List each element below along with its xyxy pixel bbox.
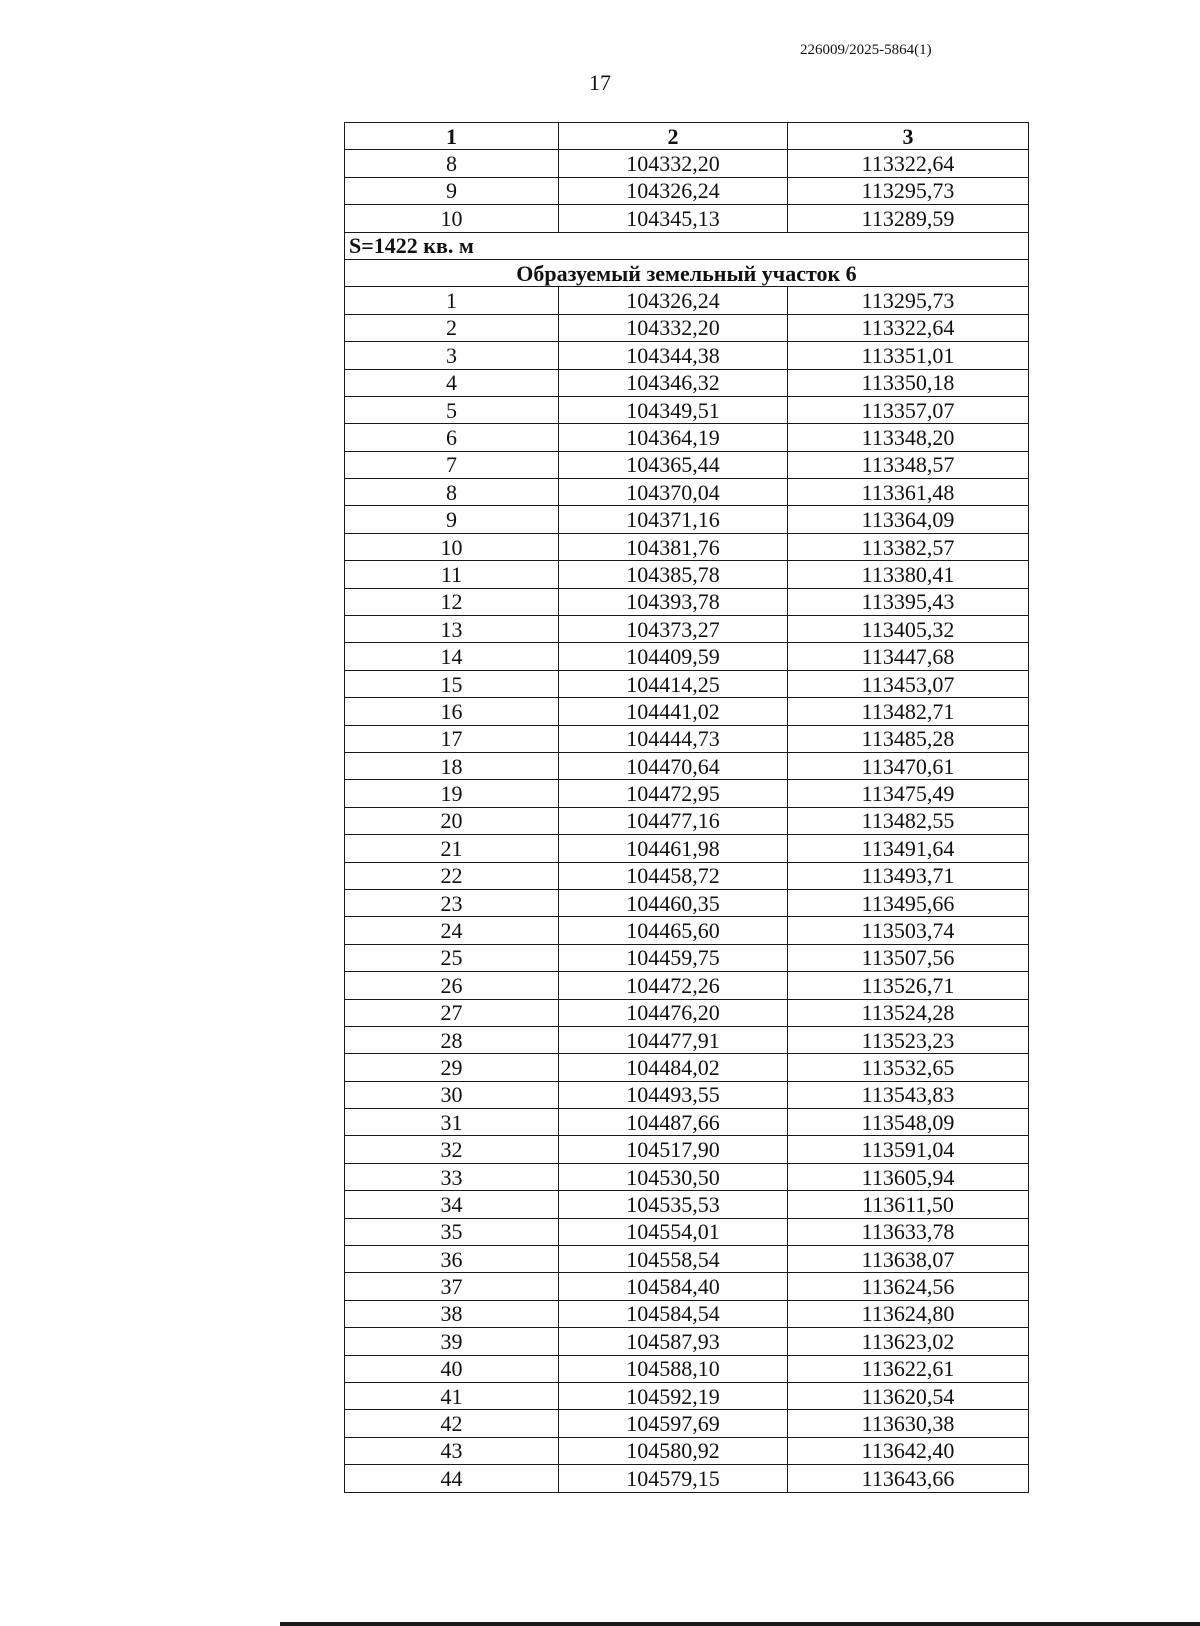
x-coordinate-cell: 104460,35 [559,889,788,916]
y-coordinate-cell: 113532,65 [788,1054,1029,1081]
x-coordinate-cell: 104409,59 [559,643,788,670]
point-number-cell: 12 [345,588,559,615]
table-row [345,1218,1029,1245]
x-coordinate-cell: 104326,24 [559,177,788,204]
table-row [345,451,1029,478]
x-coordinate-cell: 104346,32 [559,369,788,396]
continued-rows [345,150,1029,232]
table-row [345,917,1029,944]
coordinates-table [344,122,1029,1493]
x-coordinate-cell: 104535,53 [559,1191,788,1218]
plot-6-rows [345,287,1029,1492]
y-coordinate-cell: 113638,07 [788,1246,1029,1273]
x-coordinate-cell: 104558,54 [559,1246,788,1273]
x-coordinate-cell: 104530,50 [559,1163,788,1190]
table-row [345,616,1029,643]
area-row [345,232,1029,259]
x-coordinate-cell: 104393,78 [559,588,788,615]
y-coordinate-cell: 113493,71 [788,862,1029,889]
table-row [345,506,1029,533]
x-coordinate-cell: 104414,25 [559,670,788,697]
table-row [345,369,1029,396]
table-row [345,424,1029,451]
table-row [345,780,1029,807]
table-row [345,396,1029,423]
page-number: 17 [589,70,611,95]
y-coordinate-cell: 113405,32 [788,616,1029,643]
point-number-cell: 23 [345,889,559,916]
table-row [345,889,1029,916]
x-coordinate-cell: 104458,72 [559,862,788,889]
x-coordinate-cell: 104364,19 [559,424,788,451]
table-row [345,1191,1029,1218]
table-row [345,1054,1029,1081]
x-coordinate-cell: 104459,75 [559,944,788,971]
table-row [345,561,1029,588]
table-row [345,972,1029,999]
y-coordinate-cell: 113447,68 [788,643,1029,670]
point-number-cell: 8 [345,150,559,177]
point-number-cell: 24 [345,917,559,944]
point-number-cell: 18 [345,752,559,779]
table-row [345,725,1029,752]
y-coordinate-cell: 113350,18 [788,369,1029,396]
table-row [345,1328,1029,1355]
y-coordinate-cell: 113380,41 [788,561,1029,588]
x-coordinate-cell: 104554,01 [559,1218,788,1245]
point-number-cell: 37 [345,1273,559,1300]
y-coordinate-cell: 113395,43 [788,588,1029,615]
x-coordinate-cell: 104370,04 [559,479,788,506]
x-coordinate-cell: 104579,15 [559,1465,788,1492]
table-row [345,698,1029,725]
point-number-cell: 35 [345,1218,559,1245]
point-number-cell: 38 [345,1300,559,1327]
y-coordinate-cell: 113322,64 [788,150,1029,177]
y-coordinate-cell: 113503,74 [788,917,1029,944]
x-coordinate-cell: 104472,95 [559,780,788,807]
table-row [345,1437,1029,1464]
y-coordinate-cell: 113470,61 [788,752,1029,779]
x-coordinate-cell: 104326,24 [559,287,788,314]
table-row [345,1136,1029,1163]
y-coordinate-cell: 113642,40 [788,1437,1029,1464]
y-coordinate-cell: 113482,55 [788,807,1029,834]
area-group [345,232,1029,287]
x-coordinate-cell: 104584,40 [559,1273,788,1300]
point-number-cell: 10 [345,533,559,560]
x-coordinate-cell: 104580,92 [559,1437,788,1464]
y-coordinate-cell: 113289,59 [788,205,1029,232]
y-coordinate-cell: 113348,57 [788,451,1029,478]
point-number-cell: 34 [345,1191,559,1218]
y-coordinate-cell: 113348,20 [788,424,1029,451]
y-coordinate-cell: 113357,07 [788,396,1029,423]
x-coordinate-cell: 104484,02 [559,1054,788,1081]
x-coordinate-cell: 104584,54 [559,1300,788,1327]
point-number-cell: 17 [345,725,559,752]
point-number-cell: 44 [345,1465,559,1492]
x-coordinate-cell: 104373,27 [559,616,788,643]
column-header-y: 3 [788,123,1029,150]
point-number-cell: 6 [345,424,559,451]
y-coordinate-cell: 113543,83 [788,1081,1029,1108]
point-number-cell: 32 [345,1136,559,1163]
x-coordinate-cell: 104381,76 [559,533,788,560]
point-number-cell: 36 [345,1246,559,1273]
column-header-point-number: 1 [345,123,559,150]
point-number-cell: 3 [345,342,559,369]
y-coordinate-cell: 113526,71 [788,972,1029,999]
table-row [345,1300,1029,1327]
point-number-cell: 13 [345,616,559,643]
x-coordinate-cell: 104587,93 [559,1328,788,1355]
x-coordinate-cell: 104332,20 [559,314,788,341]
table-row [345,944,1029,971]
point-number-cell: 27 [345,999,559,1026]
point-number-cell: 5 [345,396,559,423]
point-number-cell: 8 [345,479,559,506]
x-coordinate-cell: 104345,13 [559,205,788,232]
x-coordinate-cell: 104444,73 [559,725,788,752]
x-coordinate-cell: 104477,91 [559,1026,788,1053]
y-coordinate-cell: 113611,50 [788,1191,1029,1218]
table-row [345,1026,1029,1053]
y-coordinate-cell: 113491,64 [788,835,1029,862]
y-coordinate-cell: 113495,66 [788,889,1029,916]
x-coordinate-cell: 104332,20 [559,150,788,177]
y-coordinate-cell: 113361,48 [788,479,1029,506]
table-row [345,1273,1029,1300]
y-coordinate-cell: 113622,61 [788,1355,1029,1382]
y-coordinate-cell: 113624,56 [788,1273,1029,1300]
y-coordinate-cell: 113351,01 [788,342,1029,369]
section-title: Образуемый земельный участок 6 [345,259,1029,286]
x-coordinate-cell: 104344,38 [559,342,788,369]
y-coordinate-cell: 113475,49 [788,780,1029,807]
y-coordinate-cell: 113523,23 [788,1026,1029,1053]
y-coordinate-cell: 113623,02 [788,1328,1029,1355]
y-coordinate-cell: 113482,71 [788,698,1029,725]
table-row [345,287,1029,314]
table-row [345,1465,1029,1492]
point-number-cell: 2 [345,314,559,341]
x-coordinate-cell: 104487,66 [559,1109,788,1136]
table-row [345,862,1029,889]
document-id: 226009/2025-5864(1) [800,42,932,58]
table-header-row [345,123,1029,150]
point-number-cell: 9 [345,177,559,204]
table-row [345,1246,1029,1273]
table-row [345,807,1029,834]
y-coordinate-cell: 113295,73 [788,287,1029,314]
point-number-cell: 28 [345,1026,559,1053]
y-coordinate-cell: 113507,56 [788,944,1029,971]
point-number-cell: 29 [345,1054,559,1081]
point-number-cell: 19 [345,780,559,807]
y-coordinate-cell: 113643,66 [788,1465,1029,1492]
point-number-cell: 43 [345,1437,559,1464]
table-row [345,479,1029,506]
point-number-cell: 31 [345,1109,559,1136]
x-coordinate-cell: 104493,55 [559,1081,788,1108]
y-coordinate-cell: 113591,04 [788,1136,1029,1163]
y-coordinate-cell: 113322,64 [788,314,1029,341]
x-coordinate-cell: 104588,10 [559,1355,788,1382]
table-row [345,1081,1029,1108]
table-row [345,1109,1029,1136]
table-row [345,588,1029,615]
point-number-cell: 41 [345,1382,559,1409]
table-row [345,752,1029,779]
point-number-cell: 30 [345,1081,559,1108]
y-coordinate-cell: 113624,80 [788,1300,1029,1327]
x-coordinate-cell: 104476,20 [559,999,788,1026]
x-coordinate-cell: 104371,16 [559,506,788,533]
y-coordinate-cell: 113605,94 [788,1163,1029,1190]
table-row [345,205,1029,232]
table-row [345,1355,1029,1382]
x-coordinate-cell: 104465,60 [559,917,788,944]
point-number-cell: 42 [345,1410,559,1437]
point-number-cell: 26 [345,972,559,999]
table-row [345,835,1029,862]
point-number-cell: 22 [345,862,559,889]
point-number-cell: 16 [345,698,559,725]
table-row [345,533,1029,560]
table-row [345,1163,1029,1190]
x-coordinate-cell: 104597,69 [559,1410,788,1437]
point-number-cell: 10 [345,205,559,232]
x-coordinate-cell: 104349,51 [559,396,788,423]
point-number-cell: 9 [345,506,559,533]
point-number-cell: 33 [345,1163,559,1190]
point-number-cell: 7 [345,451,559,478]
x-coordinate-cell: 104477,16 [559,807,788,834]
table-row [345,670,1029,697]
point-number-cell: 40 [345,1355,559,1382]
x-coordinate-cell: 104517,90 [559,1136,788,1163]
y-coordinate-cell: 113364,09 [788,506,1029,533]
point-number-cell: 15 [345,670,559,697]
y-coordinate-cell: 113453,07 [788,670,1029,697]
y-coordinate-cell: 113382,57 [788,533,1029,560]
table-row [345,999,1029,1026]
table-row [345,150,1029,177]
x-coordinate-cell: 104461,98 [559,835,788,862]
table-row [345,1410,1029,1437]
table-row [345,177,1029,204]
y-coordinate-cell: 113524,28 [788,999,1029,1026]
section-row [345,259,1029,286]
point-number-cell: 21 [345,835,559,862]
table-row [345,1382,1029,1409]
y-coordinate-cell: 113548,09 [788,1109,1029,1136]
x-coordinate-cell: 104592,19 [559,1382,788,1409]
x-coordinate-cell: 104470,64 [559,752,788,779]
x-coordinate-cell: 104441,02 [559,698,788,725]
column-header-x: 2 [559,123,788,150]
x-coordinate-cell: 104472,26 [559,972,788,999]
y-coordinate-cell: 113485,28 [788,725,1029,752]
point-number-cell: 4 [345,369,559,396]
bottom-scan-edge [280,1622,1200,1626]
x-coordinate-cell: 104365,44 [559,451,788,478]
point-number-cell: 25 [345,944,559,971]
x-coordinate-cell: 104385,78 [559,561,788,588]
y-coordinate-cell: 113620,54 [788,1382,1029,1409]
point-number-cell: 14 [345,643,559,670]
area-label: S=1422 кв. м [345,232,1029,259]
point-number-cell: 1 [345,287,559,314]
point-number-cell: 39 [345,1328,559,1355]
y-coordinate-cell: 113630,38 [788,1410,1029,1437]
y-coordinate-cell: 113295,73 [788,177,1029,204]
point-number-cell: 11 [345,561,559,588]
table-row [345,314,1029,341]
table-row [345,342,1029,369]
y-coordinate-cell: 113633,78 [788,1218,1029,1245]
table-row [345,643,1029,670]
point-number-cell: 20 [345,807,559,834]
